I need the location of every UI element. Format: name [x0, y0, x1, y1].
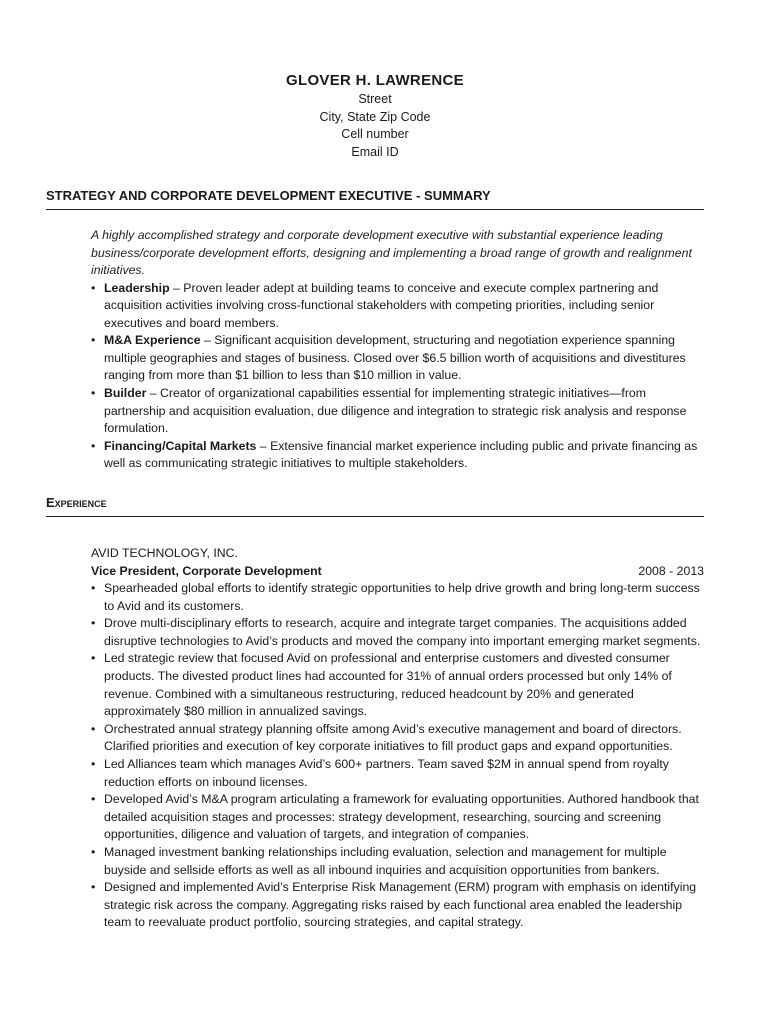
- job-bullet-list: [91, 580, 704, 932]
- job-bullet: • Managed investment banking relationships including evaluation, selection and management for multiple buyside and sellside efforts as well as all inbound inquiries and acquisition opportunities from bankers.: [91, 844, 704, 879]
- bullet-text: – Proven leader adept at building teams to conceive and execute complex partnering and acquisition activities involving cross-functional stakeholders with competing priorities, including senior executives and board members.: [104, 280, 659, 330]
- section-divider: [46, 516, 704, 517]
- summary-body: [91, 227, 704, 473]
- job-bullet: • Led Alliances team which manages Avid’s 600+ partners. Team saved $2M in annual spend from royalty reduction efforts on inbound licenses.: [91, 756, 704, 791]
- job-bullet: • Spearheaded global efforts to identify strategic opportunities to help drive growth and bring long-term success to Avid and its customers.: [91, 580, 704, 615]
- cell-number: Cell number: [341, 127, 409, 141]
- experience-section-title: Experience: [46, 495, 107, 511]
- summary-bullet: [91, 385, 704, 438]
- bullet-label: Leadership: [104, 280, 170, 295]
- bullet-label: M&A Experience: [104, 333, 201, 348]
- section-divider: [46, 209, 704, 210]
- job-bullet: • Developed Avid’s M&A program articulating a framework for evaluating opportunities. Authored handbook that detailed acquisition stages and processes: strategy development, researching, sourcing and screening opportunities, diligence and valuation of targets, and integration of companies.: [91, 791, 704, 844]
- street-address: Street: [358, 92, 392, 106]
- bullet-text: – Significant acquisition development, structuring and negotiation experience spanning multiple geographies and stages of business. Closed over $6.5 billion worth of acquisitions and divestitures ranging from more than $1 billion to less than $10 million in value.: [104, 333, 686, 383]
- bullet-label: Financing/Capital Markets: [104, 438, 257, 453]
- summary-intro: A highly accomplished strategy and corporate development executive with substantial experience leading business/corporate development efforts, designing and implementing a broad range of growth and realignment initiatives.: [91, 228, 692, 277]
- job-bullet: • Designed and implemented Avid’s Enterprise Risk Management (ERM) program with emphasis on identifying strategic risk across the company. Aggregating risks raised by each functional area enabled the leadership team to reevaluate product portfolio, sourcing strategies, and capital strategy.: [91, 879, 704, 932]
- role-line: [91, 562, 704, 580]
- job-title: Vice President, Corporate Development: [91, 564, 322, 579]
- candidate-name: GLOVER H. LAWRENCE: [286, 72, 464, 89]
- job-bullet: • Led strategic review that focused Avid on professional and enterprise customers and divested consumer products. The divested product lines had accounted for 31% of annual orders processed but only 14% of revenue. Combined with a simultaneous restructuring, reduced headcount by 20% and generated approximately $80 million in annualized savings.: [91, 650, 704, 720]
- bullet-text: – Extensive financial market experience including public and private financing as well as communicating strategic initiatives to multiple stakeholders.: [104, 438, 698, 471]
- job-bullet: • Orchestrated annual strategy planning offsite among Avid’s executive management and board of directors. Clarified priorities and execution of key corporate initiatives to fill product gaps and expand opportunities.: [91, 721, 704, 756]
- email-id: Email ID: [351, 144, 399, 159]
- job-dates: 2008 - 2013: [638, 564, 704, 579]
- job-bullet: • Drove multi-disciplinary efforts to research, acquire and integrate target companies. The acquisitions added disruptive technologies to Avid’s products and moved the company into important emerging market segments.: [91, 615, 704, 650]
- summary-bullet: [91, 280, 704, 333]
- summary-bullet: [91, 438, 704, 473]
- resume-header: [46, 0, 704, 161]
- company-name: AVID TECHNOLOGY, INC.: [91, 546, 238, 561]
- city-state-zip: City, State Zip Code: [319, 109, 431, 124]
- bullet-text: – Creator of organizational capabilities essential for implementing strategic initiatives—from partnership and acquisition evaluation, due diligence and integration to strategic risk analysis and response formulation.: [104, 386, 687, 436]
- job-entry: [91, 544, 704, 932]
- bullet-label: Builder: [104, 386, 147, 401]
- summary-bullet: [91, 332, 704, 385]
- summary-section-title: STRATEGY AND CORPORATE DEVELOPMENT EXECUTIVE - SUMMARY: [46, 188, 491, 203]
- summary-bullet-list: [91, 280, 704, 474]
